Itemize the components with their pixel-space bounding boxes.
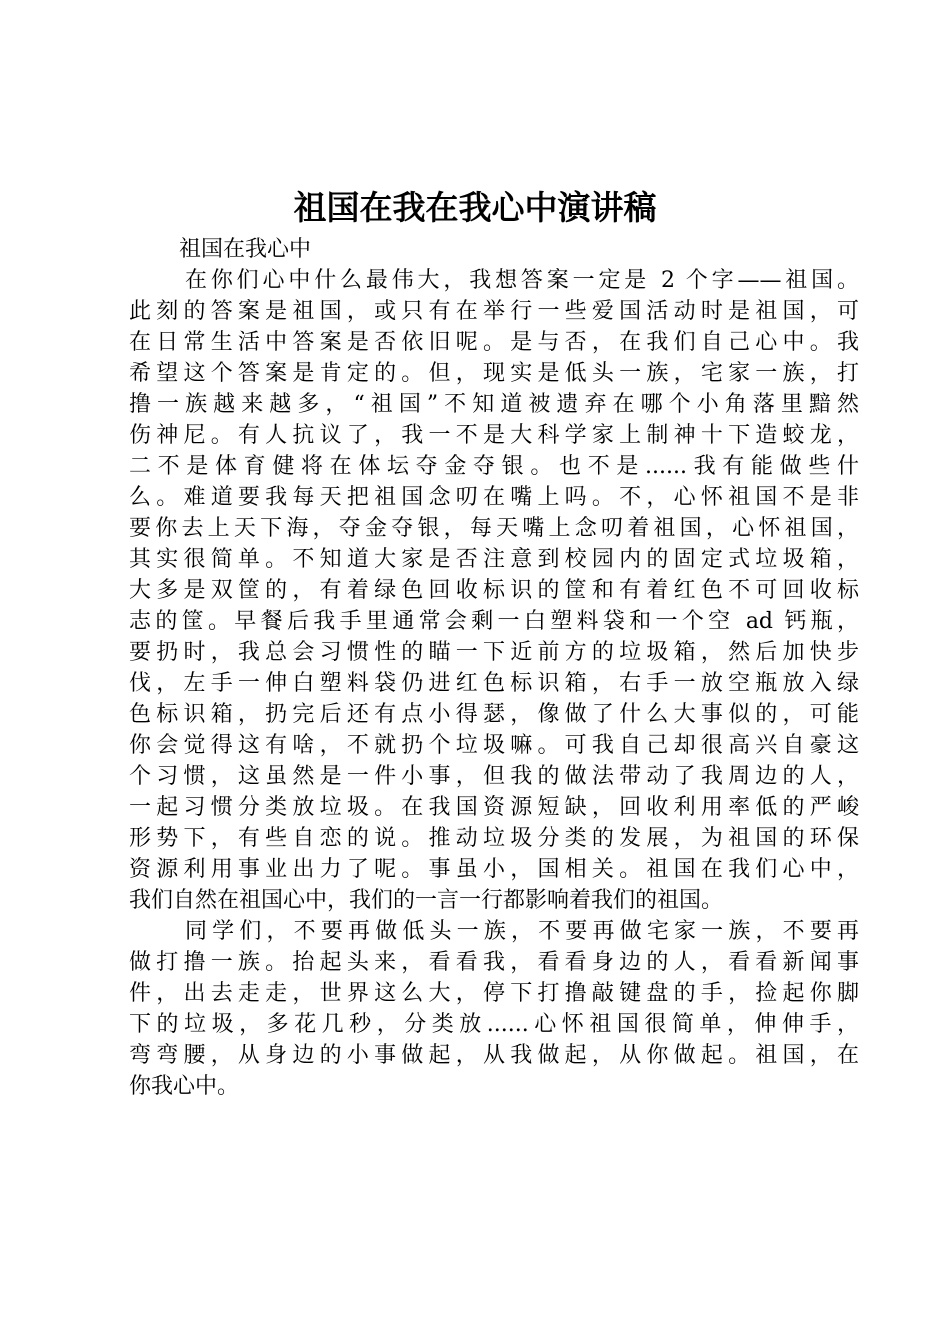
document-title: 祖国在我在我心中演讲稿 xyxy=(293,188,657,227)
paragraph-line: 你我心中。 xyxy=(129,1074,240,1099)
paragraph-line: 其实很简单。不知道大家是否注意到校园内的固定式垃圾箱， xyxy=(129,547,859,572)
paragraph-line: 形势下，有些自恋的说。推动垃圾分类的发展，为祖国的环保 xyxy=(129,826,859,851)
paragraph-line: 下的垃圾，多花几秒，分类放......心怀祖国很简单，伸伸手， xyxy=(129,1012,859,1037)
paragraph-line: 大多是双筐的，有着绿色回收标识的筐和有着红色不可回收标 xyxy=(129,578,859,603)
paragraph-line: 我们自然在祖国心中，我们的一言一行都影响着我们的祖国。 xyxy=(129,888,724,913)
paragraph-line: 要扔时，我总会习惯性的瞄一下近前方的垃圾箱，然后加快步 xyxy=(129,640,859,665)
paragraph-line: 伐，左手一伸白塑料袋仍进红色标识箱，右手一放空瓶放入绿 xyxy=(129,671,859,696)
paragraph-line: 撸一族越来越多，“祖国”不知道被遗弃在哪个小角落里黯然 xyxy=(129,392,859,417)
paragraph-line: 要你去上天下海，夺金夺银，每天嘴上念叨着祖国，心怀祖国， xyxy=(129,516,859,541)
paragraph-line: 伤神尼。有人抗议了，我一不是大科学家上制神十下造蛟龙， xyxy=(129,423,859,448)
paragraph-line: 一起习惯分类放垃圾。在我国资源短缺，回收利用率低的严峻 xyxy=(129,795,859,820)
paragraph-line: 么。难道要我每天把祖国念叨在嘴上吗。不，心怀祖国不是非 xyxy=(129,485,859,510)
document-body xyxy=(129,234,859,1102)
paragraph-line: 件，出去走走，世界这么大，停下打撸敲键盘的手，捡起你脚 xyxy=(129,981,859,1006)
paragraph-line: 做打撸一族。抬起头来，看看我，看看身边的人，看看新闻事 xyxy=(129,950,859,975)
paragraph-line: 在日常生活中答案是否依旧呢。是与否，在我们自己心中。我 xyxy=(129,330,859,355)
paragraph-line: 弯弯腰，从身边的小事做起，从我做起，从你做起。祖国，在 xyxy=(129,1043,859,1068)
paragraph-line: 资源利用事业出力了呢。事虽小，国相关。祖国在我们心中， xyxy=(129,857,859,882)
paragraph-line: 在你们心中什么最伟大，我想答案一定是 2 个字——祖国。 xyxy=(185,268,859,293)
paragraph-line: 志的筐。早餐后我手里通常会剩一白塑料袋和一个空 ad 钙瓶， xyxy=(129,609,859,634)
paragraph-line: 色标识箱，扔完后还有点小得瑟，像做了什么大事似的，可能 xyxy=(129,702,859,727)
paragraph-line: 二不是体育健将在体坛夺金夺银。也不是......我有能做些什 xyxy=(129,454,859,479)
paragraph-line: 此刻的答案是祖国，或只有在举行一些爱国活动时是祖国，可 xyxy=(129,299,859,324)
paragraph-line: 你会觉得这有啥，不就扔个垃圾嘛。可我自己却很高兴自豪这 xyxy=(129,733,859,758)
document-subtitle: 祖国在我心中 xyxy=(179,237,312,262)
paragraph-line: 希望这个答案是肯定的。但，现实是低头一族，宅家一族，打 xyxy=(129,361,859,386)
paragraph-line: 同学们，不要再做低头一族，不要再做宅家一族，不要再 xyxy=(185,919,859,944)
paragraph-line: 个习惯，这虽然是一件小事，但我的做法带动了我周边的人， xyxy=(129,764,859,789)
